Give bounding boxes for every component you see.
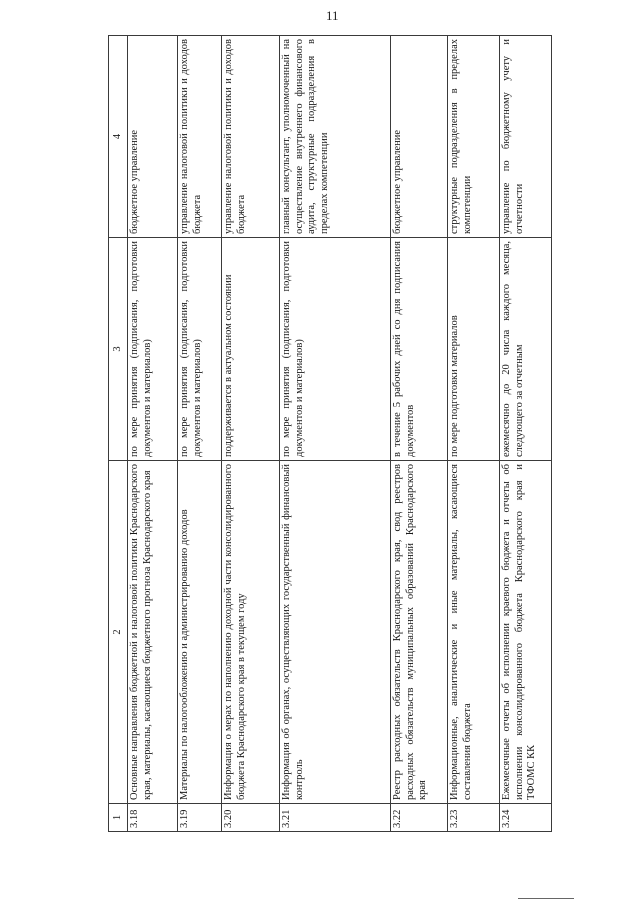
row-term: по мере принятия (подписания, подготовки документов и материалов) <box>128 238 178 461</box>
table-row <box>448 36 500 832</box>
page-number: 11 <box>326 8 339 23</box>
table-row <box>500 36 552 832</box>
row-document: Материалы по налогообложению и администрированию доходов <box>178 461 222 804</box>
table-row <box>391 36 448 832</box>
row-number: 3.18 <box>128 804 178 832</box>
row-document: Информация об органах, осуществляющих государственный финансовый контроль <box>280 461 391 804</box>
table-header-row <box>109 36 128 832</box>
row-number: 3.20 <box>222 804 280 832</box>
row-responsible: управление налоговой политики и доходов бюджета <box>222 36 280 238</box>
row-document: Основные направления бюджетной и налоговой политики Краснодарского края, материалы, касающиеся бюджетного прогноза Краснодарского края <box>128 461 178 804</box>
column-header: 2 <box>109 461 128 804</box>
row-responsible: главный консультант, уполномоченный на осуществление внутреннего финансового аудита, структурные подразделения в пределах компетенции <box>280 36 391 238</box>
row-number: 3.23 <box>448 804 500 832</box>
row-responsible: бюджетное управление <box>128 36 178 238</box>
table-row <box>222 36 280 832</box>
corner-mark <box>518 898 574 899</box>
row-document: Ежемесячные отчеты об исполнении краевого бюджета и отчеты об исполнении консолидированного бюджета Краснодарского края и ТФОМС КК <box>500 461 552 804</box>
row-document: Реестр расходных обязательств Краснодарского края, свод реестров расходных обязательств муниципальных образований Краснодарского края <box>391 461 448 804</box>
row-term: в течение 5 рабочих дней со дня подписания документов <box>391 238 448 461</box>
row-number: 3.21 <box>280 804 391 832</box>
row-responsible: управление налоговой политики и доходов бюджета <box>178 36 222 238</box>
row-term: по мере принятия (подписания, подготовки документов и материалов) <box>280 238 391 461</box>
row-responsible: бюджетное управление <box>391 36 448 238</box>
row-number: 3.22 <box>391 804 448 832</box>
row-term: по мере принятия (подписания, подготовки документов и материалов) <box>178 238 222 461</box>
column-header: 4 <box>109 36 128 238</box>
publication-schedule-table <box>108 35 552 832</box>
table-row <box>280 36 391 832</box>
row-term: поддерживается в актуальном состоянии <box>222 238 280 461</box>
row-document: Информация о мерах по наполнению доходной части консолидированного бюджета Краснодарского края в текущем году <box>222 461 280 804</box>
row-number: 3.24 <box>500 804 552 832</box>
row-responsible: структурные подразделения в пределах компетенции <box>448 36 500 238</box>
row-term: ежемесячно до 20 числа каждого месяца, следующего за отчетным <box>500 238 552 461</box>
column-header: 3 <box>109 238 128 461</box>
table-row <box>178 36 222 832</box>
table-row <box>128 36 178 832</box>
row-term: по мере подготовки материалов <box>448 238 500 461</box>
row-responsible: управление по бюджетному учету и отчетности <box>500 36 552 238</box>
column-header: 1 <box>109 804 128 832</box>
rotated-table-container <box>108 36 560 832</box>
row-document: Информационные, аналитические и иные материалы, касающиеся составления бюджета <box>448 461 500 804</box>
row-number: 3.19 <box>178 804 222 832</box>
